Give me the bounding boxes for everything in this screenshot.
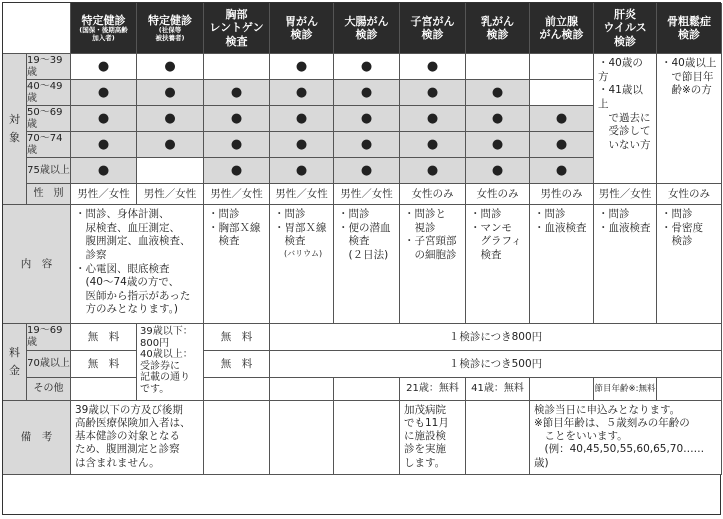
- empty-cell: [530, 80, 594, 106]
- content-label: 内 容: [3, 205, 71, 324]
- fee-other-label: その他: [27, 378, 71, 401]
- content-colon: ・問診 ・便の潜血 検査 (２日法): [334, 205, 400, 324]
- content-stomach-note: (バリウム): [284, 248, 323, 258]
- gender-tokutei-kokuho: 男性／女性: [71, 184, 137, 205]
- dot-uterine-50-69: ●: [400, 106, 466, 132]
- target-side-label: 対 象: [3, 54, 27, 205]
- header-colon-cancer: 大腸がん 検診: [334, 3, 400, 54]
- gender-stomach: 男性／女性: [270, 184, 334, 205]
- empty-cell: [270, 401, 334, 475]
- gender-tokutei-shaho: 男性／女性: [137, 184, 204, 205]
- gender-breast: 女性のみ: [466, 184, 530, 205]
- header-tokutei-kokuho: [71, 3, 137, 54]
- dot-chest-70-74: ●: [204, 132, 270, 158]
- dot-stomach-70-74: ●: [270, 132, 334, 158]
- content-prostate: ・問診 ・血液検査: [530, 205, 594, 324]
- dot-uterine-75-plus: ●: [400, 158, 466, 184]
- dot-prostate-70-74: ●: [530, 132, 594, 158]
- dot-tokutei-kokuho-75-plus: ●: [71, 158, 137, 184]
- dot-tokutei-kokuho-19-39: ●: [71, 54, 137, 80]
- age-label-70-74: 70～74歳: [27, 132, 71, 158]
- header-osteoporosis: 骨粗鬆症 検診: [657, 3, 722, 54]
- remarks-label: 備 考: [3, 401, 71, 475]
- gender-hepatitis: 男性／女性: [594, 184, 657, 205]
- header-chest-xray: 胸部 レントゲン 検査: [204, 3, 270, 54]
- dot-chest-40-49: ●: [204, 80, 270, 106]
- fee-age-70-plus: 70歳以上: [27, 351, 71, 378]
- fee-breast-other: 41歳：無料: [466, 378, 530, 401]
- corner-cell: [3, 3, 71, 54]
- dot-colon-19-39: ●: [334, 54, 400, 80]
- header-hepatitis-virus: 肝炎 ウイルス 検診: [594, 3, 657, 54]
- fee-per-exam-500: １検診につき500円: [270, 351, 722, 378]
- dot-stomach-19-39: ●: [270, 54, 334, 80]
- dot-breast-75-plus: ●: [466, 158, 530, 184]
- fee-chest-70-plus: 無 料: [204, 351, 270, 378]
- header-tokutei-shaho-sub: (社保等 被扶養者): [155, 26, 185, 42]
- gender-colon: 男性／女性: [334, 184, 400, 205]
- dot-stomach-50-69: ●: [270, 106, 334, 132]
- content-chest: ・問診 ・胸部Ｘ線 検査: [204, 205, 270, 324]
- empty-cell: [204, 54, 270, 80]
- header-tokutei-title: 特定健診: [81, 13, 126, 27]
- remarks-tokutei: 39歳以下の方及び後期 高齢医療保険加入者は、 基本健診の対象となる ため、腹囲測定と診察 は含まれません。: [71, 401, 204, 475]
- content-uterine: ・問診と 視診 ・子宮頸部 の細胞診: [400, 205, 466, 324]
- dot-chest-75-plus: ●: [204, 158, 270, 184]
- fee-side-label: 料 金: [3, 324, 27, 401]
- dot-uterine-40-49: ●: [400, 80, 466, 106]
- empty-cell: [334, 378, 400, 401]
- empty-cell: [466, 401, 530, 475]
- header-stomach-cancer: 胃がん 検診: [270, 3, 334, 54]
- content-hepatitis: ・問診 ・血液検査: [594, 205, 657, 324]
- fee-per-exam-800: １検診につき800円: [270, 324, 722, 351]
- dot-breast-40-49: ●: [466, 80, 530, 106]
- dot-tokutei-kokuho-40-49: ●: [71, 80, 137, 106]
- content-stomach-text: ・問診 ・胃部Ｘ線 検査: [274, 208, 327, 248]
- dot-breast-70-74: ●: [466, 132, 530, 158]
- dot-colon-70-74: ●: [334, 132, 400, 158]
- dot-tokutei-shaho-70-74: ●: [137, 132, 204, 158]
- fee-uterine-other: 21歳：無料: [400, 378, 466, 401]
- gender-chest: 男性／女性: [204, 184, 270, 205]
- osteo-eligibility: ・40歳以上 で節目年 齢※の方: [657, 54, 722, 184]
- dot-colon-40-49: ●: [334, 80, 400, 106]
- gender-osteo: 女性のみ: [657, 184, 722, 205]
- empty-cell: [530, 54, 594, 80]
- empty-cell: [204, 378, 270, 401]
- dot-uterine-19-39: ●: [400, 54, 466, 80]
- empty-cell: [204, 401, 270, 475]
- empty-cell: [466, 54, 530, 80]
- empty-cell: [137, 158, 204, 184]
- gender-prostate: 男性のみ: [530, 184, 594, 205]
- fee-kokuho-19-69: 無 料: [71, 324, 137, 351]
- gender-uterine: 女性のみ: [400, 184, 466, 205]
- hepatitis-eligibility: ・40歳の方 ・41歳以上 で過去に 受診して いない方: [594, 54, 657, 184]
- header-tokutei-shaho: [137, 3, 204, 54]
- dot-breast-50-69: ●: [466, 106, 530, 132]
- empty-cell: [334, 401, 400, 475]
- dot-tokutei-kokuho-70-74: ●: [71, 132, 137, 158]
- empty-cell: [71, 378, 137, 401]
- header-breast-cancer: 乳がん 検診: [466, 3, 530, 54]
- age-label-50-69: 50～69歳: [27, 106, 71, 132]
- fee-age-19-69: 19～69歳: [27, 324, 71, 351]
- age-label-40-49: 40～49歳: [27, 80, 71, 106]
- dot-chest-50-69: ●: [204, 106, 270, 132]
- empty-cell: [657, 378, 722, 401]
- remarks-uterine: 加茂病院 でも11月 に施設検 診を実施 します。: [400, 401, 466, 475]
- header-prostate-cancer: 前立腺 がん検診: [530, 3, 594, 54]
- content-breast: ・問診 ・マンモ グラフィ 検査: [466, 205, 530, 324]
- dot-stomach-75-plus: ●: [270, 158, 334, 184]
- header-tokutei-title-2: 特定健診: [148, 13, 192, 27]
- fee-shaho: 39歳以下： 800円 40歳以上： 受診券に 記載の通り です。: [137, 324, 204, 401]
- dot-colon-75-plus: ●: [334, 158, 400, 184]
- dot-tokutei-kokuho-50-69: ●: [71, 106, 137, 132]
- empty-cell: [530, 378, 594, 401]
- screening-table: [2, 2, 721, 515]
- age-label-19-39: 19～39歳: [27, 54, 71, 80]
- dot-uterine-70-74: ●: [400, 132, 466, 158]
- remarks-general: 検診当日に申込みとなります。 ※節目年齢は、５歳刻みの年齢の ことをいいます。 (例：40,45,50,55,60,65,70……歳): [530, 401, 722, 475]
- fee-kokuho-70-plus: 無 料: [71, 351, 137, 378]
- age-label-75-plus: 75歳以上: [27, 158, 71, 184]
- gender-label: 性 別: [27, 184, 71, 205]
- empty-cell: [270, 378, 334, 401]
- dot-prostate-75-plus: ●: [530, 158, 594, 184]
- dot-tokutei-shaho-19-39: ●: [137, 54, 204, 80]
- dot-colon-50-69: ●: [334, 106, 400, 132]
- fee-chest-19-69: 無 料: [204, 324, 270, 351]
- dot-tokutei-shaho-40-49: ●: [137, 80, 204, 106]
- dot-prostate-50-69: ●: [530, 106, 594, 132]
- header-tokutei-kokuho-sub: (国保・後期高齢 加入者): [79, 26, 128, 42]
- dot-tokutei-shaho-50-69: ●: [137, 106, 204, 132]
- content-stomach: [270, 205, 334, 324]
- content-osteo: ・問診 ・骨密度 検診: [657, 205, 722, 324]
- content-tokutei: ・問診、身体計測、 尿検査、血圧測定、 腹囲測定、血液検査、 診察 ・心電図、眼底検査 (40～74歳の方で、 医師から指示があった 方のみとなります。): [71, 205, 204, 324]
- header-uterine-cancer: 子宮がん 検診: [400, 3, 466, 54]
- fee-hepatitis-other: 節目年齢※:無料: [594, 378, 657, 401]
- dot-stomach-40-49: ●: [270, 80, 334, 106]
